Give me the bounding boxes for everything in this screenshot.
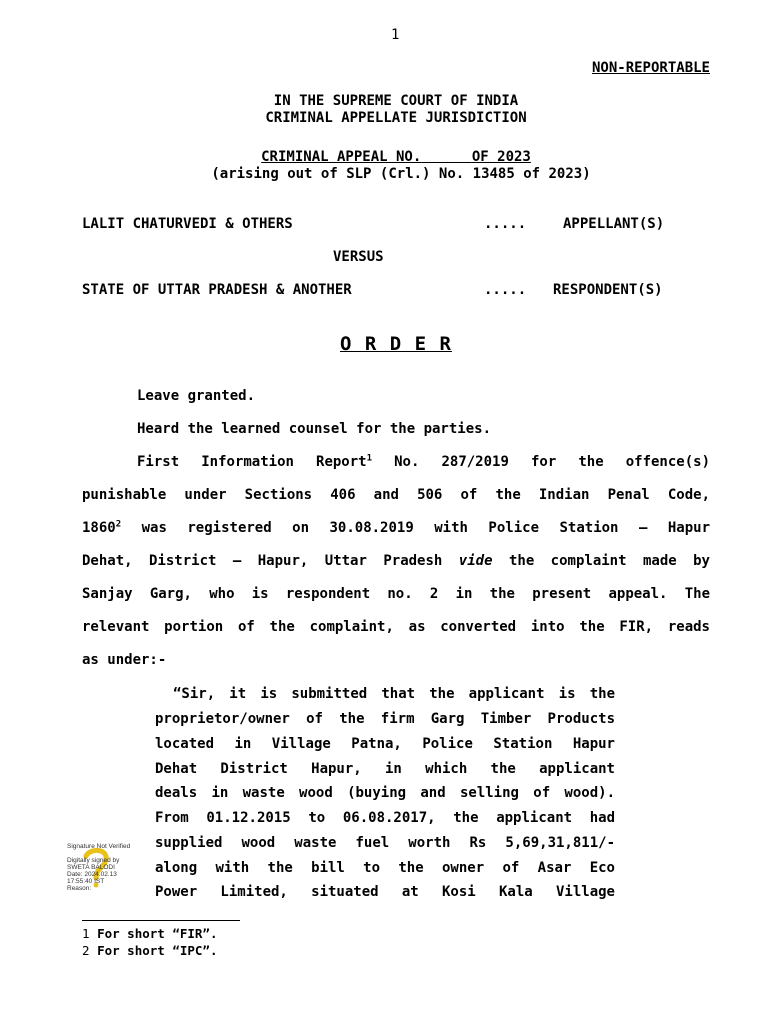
respondent-dots: ..... <box>484 282 527 298</box>
quote-line: along with the bill to the owner of Asar Eco <box>155 860 615 876</box>
quote-line: Power Limited, situated at Kosi Kala Village <box>155 884 615 900</box>
footnote-2: 2 For short “IPC”. <box>82 943 218 958</box>
respondent-name: STATE OF UTTAR PRADESH & ANOTHER <box>82 282 352 298</box>
court-jurisdiction: CRIMINAL APPELLATE JURISDICTION <box>265 110 527 126</box>
order-heading: O R D E R <box>340 333 452 355</box>
appellant-name: LALIT CHATURVEDI & OTHERS <box>82 216 293 232</box>
paragraph-heard-counsel: Heard the learned counsel for the parties. <box>137 421 492 437</box>
page-number: 1 <box>391 27 400 43</box>
quote-line: From 01.12.2015 to 06.08.2017, the applicant had <box>155 810 615 826</box>
vide-italic: vide <box>458 553 493 569</box>
fir-line-2: punishable under Sections 406 and 506 of the Indian Penal Code, <box>82 487 710 503</box>
arising-out-of: (arising out of SLP (Crl.) No. 13485 of 2023) <box>211 166 591 182</box>
case-number-suffix: OF 2023 <box>471 149 531 165</box>
signature-not-verified: Signature Not Verified <box>67 843 131 850</box>
quote-line: supplied wood waste fuel worth Rs 5,69,31,811/- <box>155 835 615 851</box>
footnote-1: 1 For short “FIR”. <box>82 926 218 941</box>
fir-line-3: 1860$^2$ was registered on 30.08.2019 with Police Station – Hapur <box>82 519 710 536</box>
quote-line: deals in waste wood (buying and selling of wood). <box>155 785 615 801</box>
quote-line: “Sir, it is submitted that the applicant is the <box>173 686 615 702</box>
signature-reason: Reason: <box>67 885 92 892</box>
quote-line: located in Village Patna, Police Station Hapur <box>155 736 615 752</box>
signature-time: 17:55:40 IST <box>67 878 105 885</box>
signature-date: Date: 2024.02.13 <box>67 871 117 878</box>
appellant-role: APPELLANT(S) <box>563 216 665 232</box>
fir-line-5: Sanjay Garg, who is respondent no. 2 in the present appeal. The <box>82 586 710 602</box>
court-name: IN THE SUPREME COURT OF INDIA <box>273 93 519 109</box>
fir-line-4: Dehat, District – Hapur, Uttar Pradesh vide the complaint made by <box>82 553 710 569</box>
versus-label: VERSUS <box>333 249 384 265</box>
reportable-label: NON-REPORTABLE <box>591 60 710 76</box>
signature-digitally-signed: Digitally signed by <box>67 857 120 864</box>
signature-signer: SWETA BALODI <box>67 864 115 871</box>
case-number <box>0 149 768 165</box>
quote-line: Dehat District Hapur, in which the applicant <box>155 761 615 777</box>
respondent-role: RESPONDENT(S) <box>553 282 663 298</box>
fir-line-7: as under:- <box>82 652 167 668</box>
footnote-ref-1: 1 <box>366 453 373 464</box>
quote-line: proprietor/owner of the firm Garg Timber Products <box>155 711 615 727</box>
paragraph-leave-granted: Leave granted. <box>137 388 256 404</box>
fir-line-1: First Information Report$^1$ No. 287/2019 for the offence(s) <box>137 453 710 470</box>
fir-line-6: relevant portion of the complaint, as converted into the FIR, reads <box>82 619 710 635</box>
footnote-divider <box>82 920 240 921</box>
footnote-ref-2: 2 <box>115 519 122 530</box>
case-number-prefix: CRIMINAL APPEAL NO. <box>261 149 422 165</box>
appellant-dots: ..... <box>484 216 527 232</box>
